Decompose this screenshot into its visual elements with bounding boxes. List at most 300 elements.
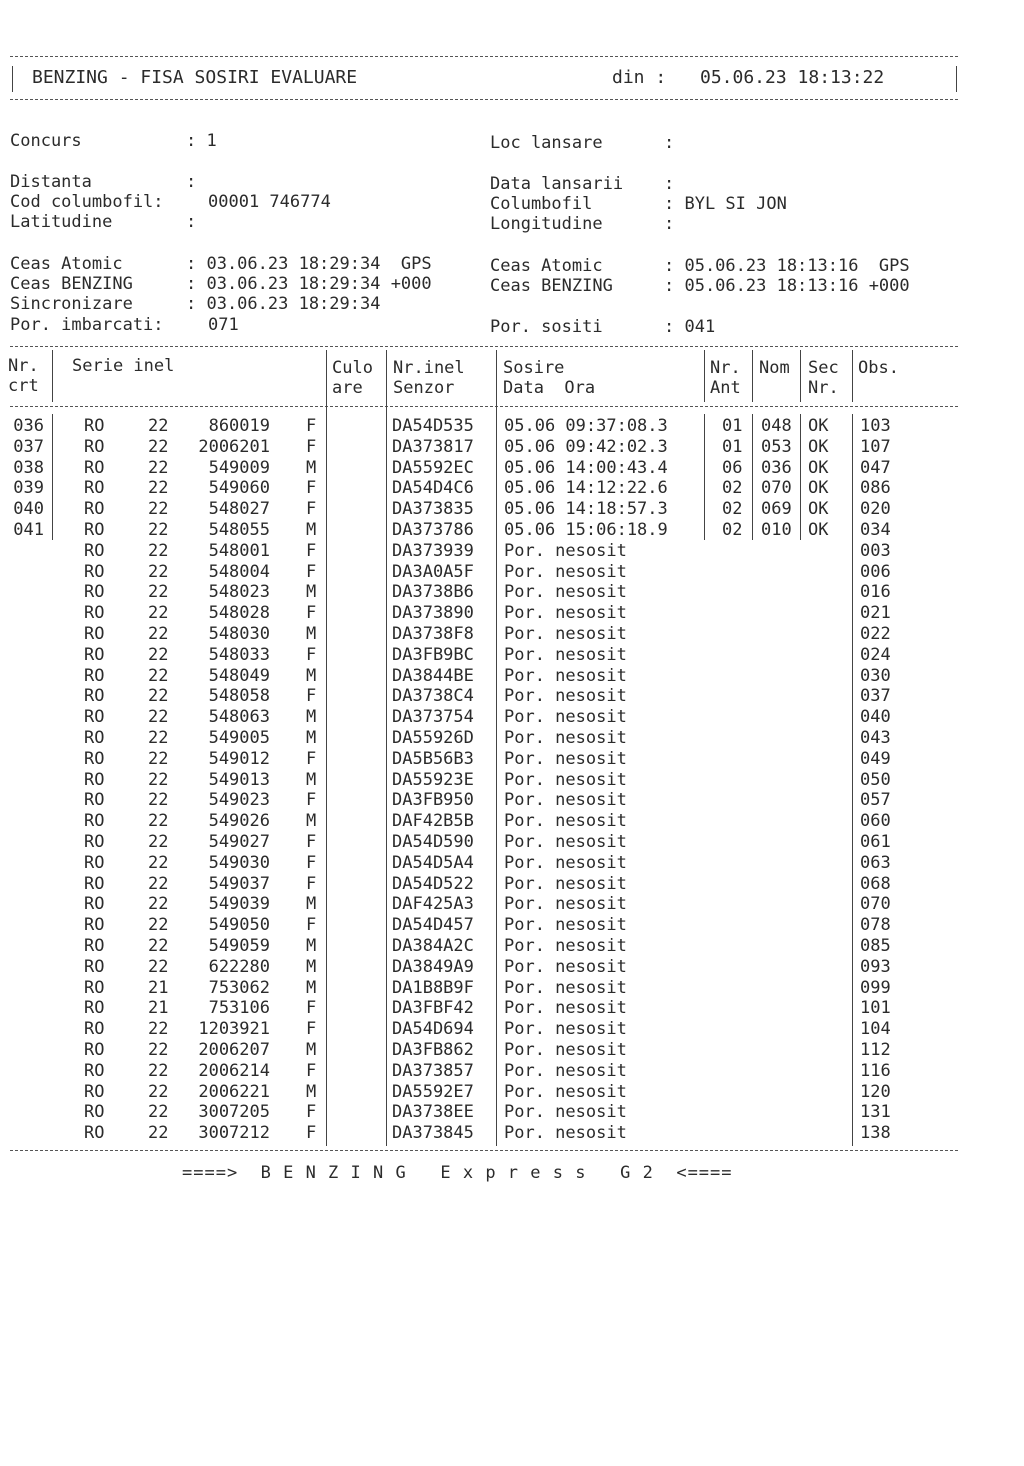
cell-sec: OK [808,457,829,478]
table-row [0,707,1024,728]
cell-senzor: DA1B8B9F [392,977,474,998]
distanta-value: : [186,172,197,192]
cell-ro: RO [84,624,105,644]
cell-ro: RO [84,956,105,977]
table-row [0,520,1024,541]
cell-sosire: Por. nesosit [504,1019,627,1040]
cell-ring: 549023 [208,790,270,811]
header-right-border [956,66,957,92]
cell-sex: F [306,1060,317,1081]
cell-ring: 549005 [208,728,270,748]
cell-sex: M [306,457,317,478]
cell-yr: 22 [148,1081,169,1102]
cell-sex: F [306,540,317,561]
cell-sosire: Por. nesosit [504,1102,627,1123]
cell-sex: F [306,790,317,811]
cell-sec: OK [808,436,829,457]
cell-yr: 21 [148,977,169,998]
table-row [0,1061,1024,1082]
cell-ro: RO [84,1040,105,1060]
cell-yr: 22 [148,540,169,561]
cell-ring: 622280 [208,956,270,977]
cell-sex: M [306,1040,317,1060]
cell-ro: RO [84,936,105,956]
cell-obs: 104 [860,1019,891,1040]
col-header-data-ora: Data Ora [503,378,596,398]
table-row [0,998,1024,1019]
cell-nr: 039 [13,478,44,499]
cell-senzor: DA55923E [392,769,474,790]
cell-senzor: DA3738F8 [392,624,474,644]
cell-obs: 060 [860,811,891,832]
cell-ro: RO [84,1123,105,1144]
cell-obs: 024 [860,644,891,665]
cell-yr: 22 [148,852,169,873]
cell-ro: RO [84,832,105,852]
col-header-serie-inel: Serie inel [72,356,175,376]
cell-yr: 22 [148,707,169,728]
table-row [0,458,1024,479]
longitudine-value: : [664,214,675,234]
cell-senzor: DA373817 [392,436,474,457]
header-top-rule [10,56,958,57]
cell-ro: RO [84,686,105,707]
ceas-benzing-left-label: Ceas BENZING [10,274,133,294]
cell-ant: 02 [722,520,743,540]
cell-sex: F [306,499,317,520]
cell-ro: RO [84,499,105,520]
ceas-benzing-right-label: Ceas BENZING [490,276,613,296]
cell-sex: F [306,998,317,1019]
ceas-atomic-left-label: Ceas Atomic [10,254,123,274]
table-row [0,811,1024,832]
cell-ring: 2006201 [198,436,270,457]
cell-obs: 050 [860,769,891,790]
cell-ring: 2006207 [198,1040,270,1060]
table-row [0,582,1024,603]
cell-ring: 548023 [208,582,270,603]
cell-sosire: Por. nesosit [504,769,627,790]
longitudine-label: Longitudine [490,214,603,234]
cell-yr: 22 [148,1060,169,1081]
cell-sec: OK [808,499,829,520]
cell-ring: 549012 [208,748,270,769]
ceas-atomic-right-value: : 05.06.23 18:13:16 GPS [664,256,910,276]
cell-obs: 093 [860,956,891,977]
cell-ring: 549059 [208,936,270,956]
cell-obs: 103 [860,416,891,436]
cell-ring: 753062 [208,977,270,998]
cell-ring: 3007212 [198,1123,270,1144]
imbarcati-value: 071 [208,315,239,335]
table-row [0,790,1024,811]
cell-yr: 22 [148,1102,169,1123]
cell-senzor: DA373845 [392,1123,474,1144]
table-row [0,936,1024,957]
footer-benzing-express: ====> B E N Z I N G E x p r e s s G 2 <==== [182,1163,733,1183]
ceas-atomic-right-label: Ceas Atomic [490,256,603,276]
cell-obs: 030 [860,665,891,686]
cell-ro: RO [84,1102,105,1123]
cell-ro: RO [84,748,105,769]
cell-ro: RO [84,416,105,436]
cell-yr: 21 [148,998,169,1019]
cell-yr: 22 [148,624,169,644]
cell-ant: 01 [722,436,743,457]
cell-senzor: DA54D4C6 [392,478,474,499]
cell-yr: 22 [148,665,169,686]
table-row [0,957,1024,978]
cell-senzor: DA5592E7 [392,1081,474,1102]
cell-sex: M [306,665,317,686]
cell-sosire: Por. nesosit [504,998,627,1019]
cell-ro: RO [84,603,105,624]
cell-senzor: DA373786 [392,520,474,540]
cell-nom: 036 [761,457,792,478]
col-header-nr: Nr. [8,356,39,376]
cell-nom: 048 [761,416,792,436]
cell-yr: 22 [148,936,169,956]
table-row [0,770,1024,791]
table-row [0,1102,1024,1123]
cell-ro: RO [84,728,105,748]
cell-ro: RO [84,852,105,873]
columbofil-value: : BYL SI JON [664,194,787,214]
cell-obs: 107 [860,436,891,457]
cell-yr: 22 [148,478,169,499]
cell-yr: 22 [148,790,169,811]
cell-senzor: DA3A0A5F [392,561,474,582]
cell-ring: 860019 [208,416,270,436]
cell-sosire: Por. nesosit [504,707,627,728]
cell-obs: 112 [860,1040,891,1060]
cell-senzor: DA3738B6 [392,582,474,603]
concurs-label: Concurs [10,131,82,151]
cell-senzor: DA373890 [392,603,474,624]
table-header-bottom-rule [10,406,958,407]
cell-yr: 22 [148,1123,169,1144]
table-row [0,1040,1024,1061]
cell-sex: M [306,520,317,540]
cell-sosire: 05.06 14:18:57.3 [504,499,668,520]
cell-ro: RO [84,665,105,686]
header-left-border [12,66,13,92]
cell-ring: 753106 [208,998,270,1019]
cell-ro: RO [84,1019,105,1040]
cell-ring: 549037 [208,873,270,894]
cell-ring: 548049 [208,665,270,686]
cell-ring: 549013 [208,769,270,790]
table-row [0,853,1024,874]
cell-sosire: 05.06 15:06:18.9 [504,520,668,540]
cell-senzor: DA3738EE [392,1102,474,1123]
table-header-top-rule [10,346,958,347]
col-sep-ant-header [752,350,753,402]
cell-ro: RO [84,894,105,915]
cell-sex: F [306,561,317,582]
cell-senzor: DA3FB862 [392,1040,474,1060]
table-row [0,1019,1024,1040]
cell-sosire: Por. nesosit [504,1060,627,1081]
cell-obs: 020 [860,499,891,520]
cell-senzor: DA3844BE [392,665,474,686]
cell-nom: 070 [761,478,792,499]
cell-ro: RO [84,998,105,1019]
table-row [0,686,1024,707]
cell-ro: RO [84,707,105,728]
cell-obs: 022 [860,624,891,644]
cell-ro: RO [84,790,105,811]
table-row [0,666,1024,687]
cell-sex: F [306,1019,317,1040]
cell-sosire: Por. nesosit [504,1123,627,1144]
cell-obs: 061 [860,832,891,852]
cell-ro: RO [84,561,105,582]
col-header-obs: Obs. [858,358,899,378]
cell-nr: 038 [13,457,44,478]
cell-senzor: DA54D590 [392,832,474,852]
table-row [0,832,1024,853]
cell-sex: F [306,686,317,707]
cell-sosire: 05.06 09:42:02.3 [504,436,668,457]
latitudine-label: Latitudine [10,212,113,232]
cell-obs: 043 [860,728,891,748]
cell-yr: 22 [148,1019,169,1040]
cell-yr: 22 [148,603,169,624]
cell-sex: M [306,624,317,644]
table-row [0,749,1024,770]
cell-senzor: DA5592EC [392,457,474,478]
cell-obs: 049 [860,748,891,769]
cell-sex: F [306,436,317,457]
cell-obs: 078 [860,915,891,936]
col-header-senzor: Senzor [393,378,455,398]
cell-sex: M [306,811,317,832]
cell-sex: F [306,852,317,873]
cell-nom: 053 [761,436,792,457]
cell-senzor: DA373939 [392,540,474,561]
cell-ring: 548030 [208,624,270,644]
cell-senzor: DA3FB9BC [392,644,474,665]
cell-sex: F [306,644,317,665]
cell-ro: RO [84,644,105,665]
cell-yr: 22 [148,873,169,894]
cell-obs: 040 [860,707,891,728]
col-header-sosire: Sosire [503,358,565,378]
cell-ro: RO [84,769,105,790]
cell-ro: RO [84,582,105,603]
cell-sosire: Por. nesosit [504,873,627,894]
col-header-sec: Sec [808,358,839,378]
cell-obs: 086 [860,478,891,499]
table-row [0,894,1024,915]
imbarcati-label: Por. imbarcati: [10,315,164,335]
cell-nr: 036 [13,416,44,436]
cod-columbofil-label: Cod columbofil: [10,192,164,212]
cell-ring: 3007205 [198,1102,270,1123]
cell-ring: 2006221 [198,1081,270,1102]
table-row [0,624,1024,645]
cell-yr: 22 [148,769,169,790]
cell-sex: F [306,832,317,852]
cell-obs: 003 [860,540,891,561]
cell-ring: 548055 [208,520,270,540]
cell-yr: 22 [148,811,169,832]
cell-ring: 2006214 [198,1060,270,1081]
col-sep-nom-header [800,350,801,402]
cell-ring: 549030 [208,852,270,873]
cell-sosire: Por. nesosit [504,624,627,644]
table-row [0,1123,1024,1144]
cell-senzor: DA3FBF42 [392,998,474,1019]
cell-yr: 22 [148,956,169,977]
cell-sosire: Por. nesosit [504,665,627,686]
cell-sosire: Por. nesosit [504,728,627,748]
cell-ring: 549027 [208,832,270,852]
cell-nr: 041 [13,520,44,540]
table-row [0,437,1024,458]
cell-senzor: DA54D694 [392,1019,474,1040]
cell-sex: M [306,728,317,748]
col-header-crt: crt [8,376,39,396]
cell-sex: F [306,1102,317,1123]
cell-senzor: DA3849A9 [392,956,474,977]
cell-sosire: 05.06 09:37:08.3 [504,416,668,436]
cell-obs: 085 [860,936,891,956]
sositi-label: Por. sositi [490,317,603,337]
ceas-benzing-left-value: : 03.06.23 18:29:34 +000 [186,274,432,294]
cell-ro: RO [84,811,105,832]
col-sep-sosire-header [704,350,705,402]
cell-yr: 22 [148,416,169,436]
cell-ring: 549009 [208,457,270,478]
cell-sosire: Por. nesosit [504,956,627,977]
cell-sec: OK [808,520,829,540]
cell-ro: RO [84,478,105,499]
sincronizare-value: : 03.06.23 18:29:34 [186,294,381,314]
table-row [0,915,1024,936]
cell-obs: 116 [860,1060,891,1081]
cell-yr: 22 [148,561,169,582]
cell-sosire: Por. nesosit [504,811,627,832]
cell-yr: 22 [148,499,169,520]
cell-sex: M [306,769,317,790]
cell-obs: 101 [860,998,891,1019]
cell-ro: RO [84,873,105,894]
table-row [0,645,1024,666]
cell-ro: RO [84,977,105,998]
table-row [0,603,1024,624]
col-header-ant: Ant [710,378,741,398]
cell-ro: RO [84,540,105,561]
cell-sosire: 05.06 14:00:43.4 [504,457,668,478]
col-header-sec-nr: Nr. [808,378,839,398]
sositi-value: : 041 [664,317,716,337]
cell-ant: 02 [722,499,743,520]
col-header-nr-inel: Nr.inel [393,358,465,378]
cell-sosire: Por. nesosit [504,540,627,561]
col-header-nom: Nom [759,358,790,378]
cell-sec: OK [808,416,829,436]
cell-ring: 549039 [208,894,270,915]
cell-senzor: DA5B56B3 [392,748,474,769]
cell-yr: 22 [148,915,169,936]
cell-ro: RO [84,1060,105,1081]
columbofil-label: Columbofil [490,194,593,214]
cell-ring: 549060 [208,478,270,499]
cell-ring: 548028 [208,603,270,624]
cell-yr: 22 [148,457,169,478]
din-label: din : [612,67,667,88]
table-row [0,541,1024,562]
din-value: 05.06.23 18:13:22 [700,67,885,88]
cell-obs: 099 [860,977,891,998]
cell-senzor: DAF425A3 [392,894,474,915]
cell-ro: RO [84,457,105,478]
cell-obs: 068 [860,873,891,894]
cell-senzor: DA384A2C [392,936,474,956]
cell-sosire: Por. nesosit [504,603,627,624]
cell-obs: 057 [860,790,891,811]
cell-sex: F [306,748,317,769]
cell-yr: 22 [148,728,169,748]
cell-ant: 06 [722,457,743,478]
cell-sosire: 05.06 14:12:22.6 [504,478,668,499]
table-row [0,1082,1024,1103]
cell-sosire: Por. nesosit [504,977,627,998]
cell-obs: 037 [860,686,891,707]
cell-obs: 131 [860,1102,891,1123]
cell-sosire: Por. nesosit [504,894,627,915]
cell-ro: RO [84,915,105,936]
cell-sosire: Por. nesosit [504,644,627,665]
cell-sex: M [306,977,317,998]
cell-sex: F [306,1123,317,1144]
table-row [0,499,1024,520]
cell-sex: M [306,582,317,603]
cell-nr: 040 [13,499,44,520]
cell-sosire: Por. nesosit [504,686,627,707]
cell-senzor: DA3738C4 [392,686,474,707]
loc-lansare-value: : [664,133,675,153]
cell-nr: 037 [13,436,44,457]
table-row [0,978,1024,999]
cell-senzor: DA373835 [392,499,474,520]
cell-ring: 548063 [208,707,270,728]
cell-sex: M [306,956,317,977]
cell-sex: M [306,707,317,728]
cell-yr: 22 [148,436,169,457]
cell-ring: 549026 [208,811,270,832]
cell-sosire: Por. nesosit [504,748,627,769]
cell-sex: F [306,873,317,894]
cell-sosire: Por. nesosit [504,1040,627,1060]
cell-nom: 069 [761,499,792,520]
cod-columbofil-value: 00001 746774 [208,192,331,212]
col-header-culo: Culo [332,358,373,378]
table-row [0,728,1024,749]
distanta-label: Distanta [10,172,92,192]
cell-yr: 22 [148,686,169,707]
col-sep-sec-header [852,350,853,402]
cell-yr: 22 [148,1040,169,1060]
cell-ring: 548004 [208,561,270,582]
cell-sosire: Por. nesosit [504,915,627,936]
cell-senzor: DA3FB950 [392,790,474,811]
cell-ring: 548001 [208,540,270,561]
loc-lansare-label: Loc lansare [490,133,603,153]
cell-obs: 047 [860,457,891,478]
